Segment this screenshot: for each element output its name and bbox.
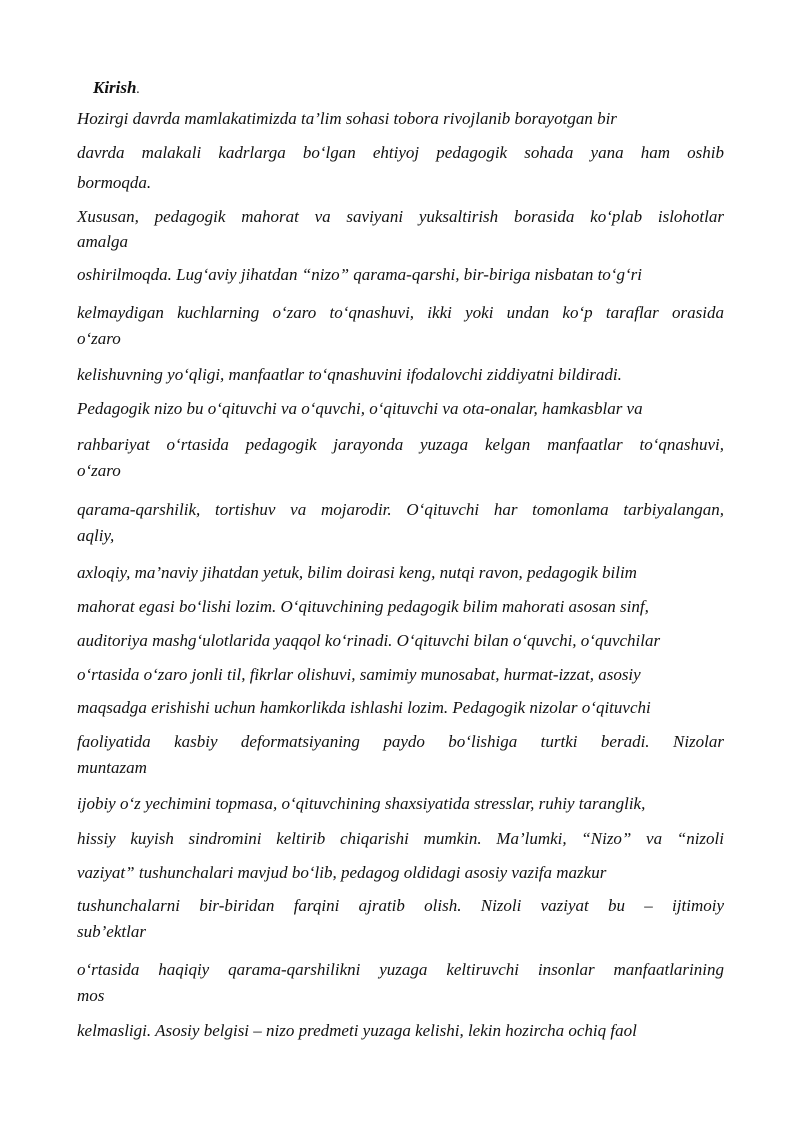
body-line: hissiy kuyish sindromini keltirib chiqarishi mumkin. Ma’lumki, “Nizo” va “nizoli (77, 829, 724, 848)
body-line: axloqiy, ma’naviy jihatdan yetuk, bilim doirasi keng, nutqi ravon, pedagogik bilim (77, 563, 637, 582)
body-line: sub’ektlar (77, 922, 146, 941)
body-line: kelmasligi. Asosiy belgisi – nizo predmeti yuzaga kelishi, lekin hozircha ochiq faol (77, 1021, 637, 1040)
body-line: oshirilmoqda. Lug‘aviy jihatdan “nizo” qarama-qarshi, bir-biriga nisbatan to‘g‘ri (77, 265, 642, 284)
body-line: kelmaydigan kuchlarning o‘zaro to‘qnashuvi, ikki yoki undan ko‘p taraflar orasida (77, 303, 724, 322)
body-line: o‘rtasida o‘zaro jonli til, fikrlar olishuvi, samimiy munosabat, hurmat-izzat, asosiy (77, 665, 641, 684)
body-line: o‘zaro (77, 461, 121, 480)
body-line: davrda malakali kadrlarga bo‘lgan ehtiyoj pedagogik sohada yana ham oshib (77, 143, 724, 162)
body-line: qarama-qarshilik, tortishuv va mojarodir. O‘qituvchi har tomonlama tarbiyalangan, (77, 500, 724, 519)
body-line: vaziyat” tushunchalari mavjud bo‘lib, pedagog oldidagi asosiy vazifa mazkur (77, 863, 607, 882)
body-line: mahorat egasi bo‘lishi lozim. O‘qituvchining pedagogik bilim mahorati asosan sinf, (77, 597, 649, 616)
body-line: aqliy, (77, 526, 115, 545)
body-line: auditoriya mashg‘ulotlarida yaqqol ko‘rinadi. O‘qituvchi bilan o‘quvchi, o‘quvchilar (77, 631, 661, 650)
body-line: kelishuvning yo‘qligi, manfaatlar to‘qnashuvini ifodalovchi ziddiyatni bildiradi. (77, 365, 622, 384)
heading-punctuation: . (136, 82, 140, 97)
body-line: muntazam (77, 758, 147, 777)
body-line: bormoqda. (77, 173, 152, 192)
body-line: mos (77, 986, 105, 1005)
body-line: rahbariyat o‘rtasida pedagogik jarayonda yuzaga kelgan manfaatlar to‘qnashuvi, (77, 435, 724, 454)
body-line: o‘zaro (77, 329, 121, 348)
body-line: maqsadga erishishi uchun hamkorlikda ishlashi lozim. Pedagogik nizolar o‘qituvchi (77, 698, 651, 717)
body-line: tushunchalarni bir-biridan farqini ajratib olish. Nizoli vaziyat bu – ijtimoiy (77, 896, 724, 915)
body-line: Hozirgi davrda mamlakatimizda ta’lim sohasi tobora rivojlanib borayotgan bir (77, 109, 617, 128)
heading-text: Kirish (93, 78, 137, 97)
section-heading (93, 75, 140, 103)
body-line: ijobiy o‘z yechimini topmasa, o‘qituvchining shaxsiyatida stresslar, ruhiy taranglik, (77, 794, 646, 813)
body-line: Pedagogik nizo bu o‘qituvchi va o‘quvchi, o‘qituvchi va ota-onalar, hamkasblar va (77, 399, 643, 418)
body-line: o‘rtasida haqiqiy qarama-qarshilikni yuzaga keltiruvchi insonlar manfaatlarining (77, 960, 724, 979)
body-line: amalga (77, 232, 128, 251)
body-line: Xususan, pedagogik mahorat va saviyani yuksaltirish borasida ko‘plab islohotlar (77, 207, 724, 226)
body-line: faoliyatida kasbiy deformatsiyaning paydo bo‘lishiga turtki beradi. Nizolar (77, 732, 724, 751)
